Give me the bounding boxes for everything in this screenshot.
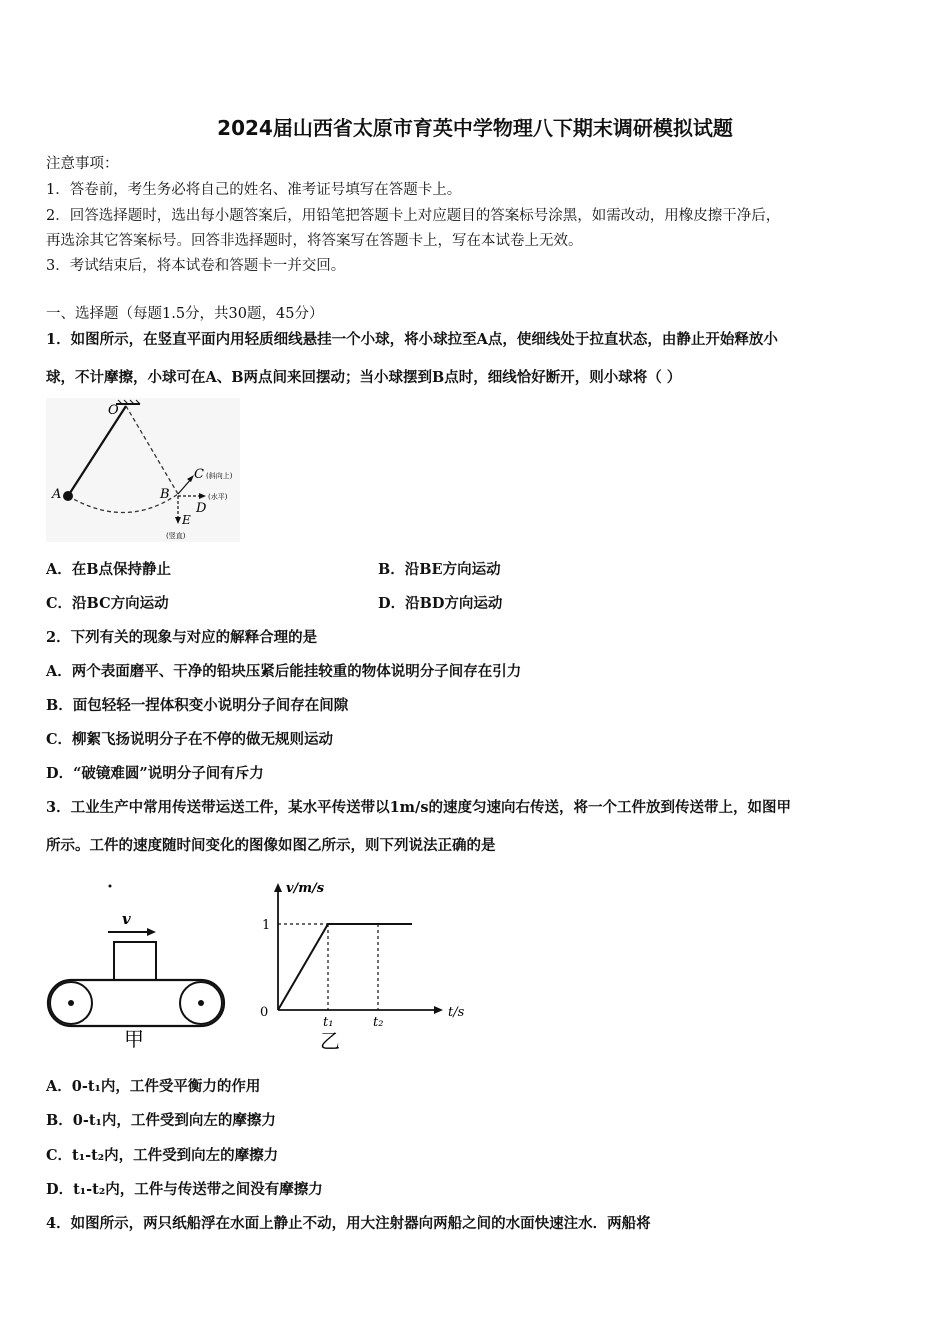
y-axis-label: v/m/s	[286, 881, 325, 896]
q3-stem-line1: 3．工业生产中常用传送带运送工件，某水平传送带以1m/s的速度匀速向右传送，将一个工件放到传送带上，如图甲	[46, 799, 791, 816]
label-C: C	[194, 467, 204, 482]
label-E: E	[182, 513, 191, 527]
right-roller-axle	[198, 1000, 204, 1006]
velocity-arrow-head	[147, 928, 156, 936]
q1-option-d: D．沿BD方向运动	[378, 595, 503, 612]
left-roller-axle	[68, 1000, 74, 1006]
q2-option-d: D．“破镜难圆”说明分子间有斥力	[46, 765, 264, 782]
q2-option-a: A．两个表面磨平、干净的铅块压紧后能挂较重的物体说明分子间存在引力	[46, 663, 522, 680]
stray-dot	[109, 885, 112, 888]
vt-graph	[256, 878, 470, 1054]
q3-option-c: C．t₁-t₂内，工件受到向左的摩擦力	[46, 1147, 279, 1164]
label-D: D	[196, 501, 207, 516]
x-axis-arrow	[434, 1006, 443, 1014]
q1-stem-line2: 球，不计摩擦，小球可在A、B两点间来回摆动；当小球摆到B点时，细线恰好断开，则小球将（ ）	[46, 369, 682, 386]
tick-label-t2: t₂	[373, 1015, 384, 1030]
figure-caption-yi: 乙	[320, 1029, 340, 1053]
notice-item: 2．回答选择题时，选出每小题答案后，用铅笔把答题卡上对应题目的答案标号涂黑，如需改动，用橡皮擦干净后，	[46, 208, 781, 224]
notice-item: 1．答卷前，考生务必将自己的姓名、准考证号填写在答题卡上。	[46, 182, 462, 198]
label-B: B	[160, 487, 170, 502]
label-C-note: (斜向上)	[206, 472, 233, 480]
q2-option-b: B．面包轻轻一捏体积变小说明分子间存在间隙	[46, 697, 349, 714]
label-D-note: (水平)	[208, 493, 228, 501]
y-axis-arrow	[274, 883, 282, 892]
q1-option-c: C．沿BC方向运动	[46, 595, 169, 612]
notice-item: 再选涂其它答案标号。回答非选择题时，将答案写在答题卡上，写在本试卷上无效。	[46, 233, 583, 249]
q3-option-d: D．t₁-t₂内，工件与传送带之间没有摩擦力	[46, 1181, 323, 1198]
notice-item: 3．考试结束后，将本试卷和答题卡一并交回。	[46, 258, 346, 274]
notice-heading: 注意事项：	[46, 156, 119, 172]
q3-option-a: A．0-t₁内，工件受平衡力的作用	[46, 1078, 261, 1095]
page-title: 2024届山西省太原市育英中学物理八下期末调研模拟试题	[217, 116, 733, 140]
q4-stem: 4．如图所示，两只纸船浮在水面上静止不动，用大注射器向两船之间的水面快速注水．两船将	[46, 1215, 651, 1232]
ball-A	[63, 491, 73, 501]
q3-stem-line2: 所示。工件的速度随时间变化的图像如图乙所示，则下列说法正确的是	[46, 837, 496, 854]
label-A: A	[52, 487, 62, 502]
vt-marks	[262, 918, 412, 1030]
q2-option-c: C．柳絮飞扬说明分子在不停的做无规则运动	[46, 731, 334, 748]
velocity-label: v	[122, 910, 131, 928]
workpiece	[114, 942, 156, 980]
origin-label: 0	[260, 1005, 269, 1020]
pendulum-figure	[46, 398, 240, 542]
q3-option-b: B．0-t₁内，工件受到向左的摩擦力	[46, 1112, 276, 1129]
conveyor-figure	[46, 880, 242, 1052]
q1-stem-line1: 1．如图所示，在竖直平面内用轻质细线悬挂一个小球，将小球拉至A点，使细线处于拉直状态，由静止开始释放小	[46, 331, 778, 348]
q1-option-b: B．沿BE方向运动	[378, 561, 501, 578]
section-heading: 一、选择题（每题1.5分，共30题，45分）	[46, 306, 324, 322]
velocity-series-line	[278, 924, 412, 1010]
tick-label-t1: t₁	[323, 1015, 334, 1030]
x-axis-label: t/s	[448, 1005, 465, 1020]
label-O: O	[108, 403, 119, 418]
q1-option-a: A．在B点保持静止	[46, 561, 172, 578]
figure-caption-jia: 甲	[124, 1027, 144, 1051]
tick-label-y1: 1	[262, 918, 271, 933]
q2-stem: 2．下列有关的现象与对应的解释合理的是	[46, 629, 318, 646]
label-E-note: (竖直)	[166, 532, 186, 540]
